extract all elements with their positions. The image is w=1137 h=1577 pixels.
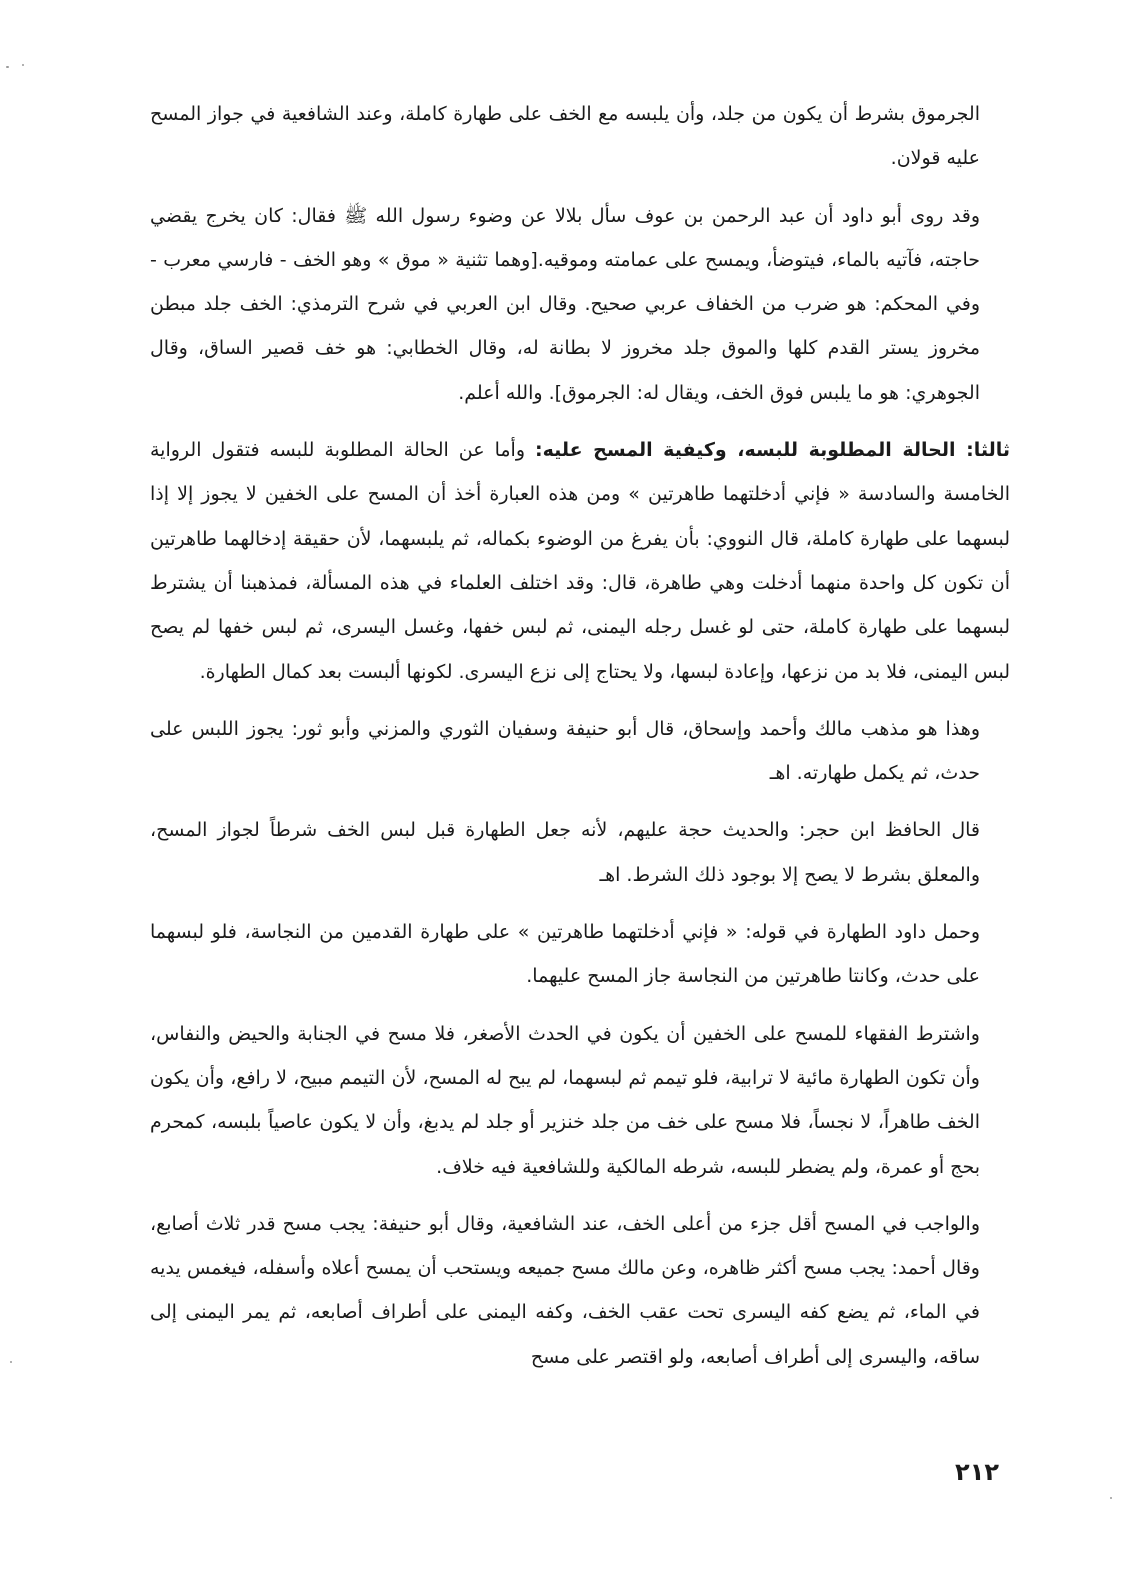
paragraph-4 — [150, 707, 980, 796]
paragraph-4-text: وهذا هو مذهب مالك وأحمد وإسحاق، قال أبو حنيفة وسفيان الثوري والمزني وأبو ثور: يجوز اللبس على حدث، ثم يكمل طهارته. اهـ — [150, 717, 980, 785]
paragraph-6-text: وحمل داود الطهارة في قوله: « فإني أدخلتهما طاهرتين » على طهارة القدمين من النجاسة، فلو لبسهما على حدث، وكانتا طاهرتين من النجاسة جاز المسح عليهما. — [150, 921, 980, 988]
paragraph-8 — [150, 1202, 980, 1379]
paragraph-5 — [150, 808, 980, 897]
scan-speck — [10, 1361, 12, 1363]
paragraph-7-text: واشترط الفقهاء للمسح على الخفين أن يكون في الحدث الأصغر، فلا مسح في الجنابة والحيض والنفاس، وأن تكون الطهارة مائية لا ترابية، فلو تيمم ثم لبسهما، لم يبح له المسح، لأن التيمم مبيح، لا رافع، وأن يكون الخف طاهراً، لا نجساً، فلا مسح على خف من جلد خنزير أو جلد لم يدبغ، وأن لا يكون عاصياً بلبسه، كمحرم بحج أو عمرة، ولم يضطر للبسه، شرطه المالكية وللشافعية فيه خلاف. — [150, 1022, 980, 1178]
scan-speck — [22, 64, 24, 66]
paragraph-3-text: وأما عن الحالة المطلوبة للبسه فتقول الرواية الخامسة والسادسة « فإني أدخلتهما طاهرتين » ومن هذه العبارة أخذ أن المسح على الخفين لا يجوز إلا إذا لبسهما على طهارة كاملة، قال النووي: بأن يفرغ من الوضوء بكماله، ثم يلبسهما، لأن حقيقة إدخالهما طاهرتين أن تكون كل واحدة منهما أدخلت وهي طاهرة، قال: وقد اختلف العلماء في هذه المسألة، فمذهبنا أن يشترط لبسهما على طهارة كاملة، حتى لو غسل رجله اليمنى، ثم لبس خفها، وغسل اليسرى، ثم لبس خفها لم يصح لبس اليمنى، فلا بد من نزعها، وإعادة لبسها، ولا يحتاج إلى نزع اليسرى. لكونها ألبست بعد كمال الطهارة. — [150, 439, 1010, 683]
scan-speck — [6, 66, 9, 68]
paragraph-2-text: وقد روى أبو داود أن عبد الرحمن بن عوف سأل بلالا عن وضوء رسول الله ﷺ فقال: كان يخرج يقضي حاجته، فآتيه بالماء، فيتوضأ، ويمسح على عمامته وموقيه.[وهما تثنية « موق » وهو الخف - فارسي معرب - وفي المحكم: هو ضرب من الخفاف عربي صحيح. وقال ابن العربي في شرح الترمذي: الخف جلد مبطن مخروز يستر القدم كلها والموق جلد مخروز لا بطانة له، وقال الخطابي: هو خف قصير الساق، وقال الجوهري: هو ما يلبس فوق الخف، ويقال له: الجرموق]. والله أعلم. — [150, 204, 980, 404]
section-heading: ثالثا: الحالة المطلوبة للبسه، وكيفية المسح عليه: — [535, 439, 1010, 462]
paragraph-1-text: الجرموق بشرط أن يكون من جلد، وأن يلبسه مع الخف على طهارة كاملة، وعند الشافعية في جواز المسح عليه قولان. — [150, 103, 980, 170]
paragraph-8-text: والواجب في المسح أقل جزء من أعلى الخف، عند الشافعية، وقال أبو حنيفة: يجب مسح قدر ثلاث أصابع، وقال أحمد: يجب مسح أكثر ظاهره، وعن مالك مسح جميعه ويستحب أن يمسح أعلاه وأسفله، فيغمس يديه في الماء، ثم يضع كفه اليسرى تحت عقب الخف، وكفه اليمنى على أطراف أصابعه، ثم يمر اليمنى إلى ساقه، واليسرى إلى أطراف أصابعه، ولو اقتصر على مسح — [150, 1212, 980, 1368]
paragraph-2 — [150, 194, 980, 415]
paragraph-3 — [150, 428, 1010, 694]
paragraph-1 — [150, 92, 980, 181]
scan-speck — [1110, 1497, 1112, 1499]
paragraph-6 — [150, 910, 980, 999]
paragraph-5-text: قال الحافظ ابن حجر: والحديث حجة عليهم، لأنه جعل الطهارة قبل لبس الخف شرطاً لجواز المسح، والمعلق بشرط لا يصح إلا بوجود ذلك الشرط. اهـ — [150, 819, 980, 886]
paragraph-7 — [150, 1012, 980, 1189]
page-number: ٢١٢ — [955, 1458, 999, 1486]
document-body — [150, 92, 1010, 1392]
